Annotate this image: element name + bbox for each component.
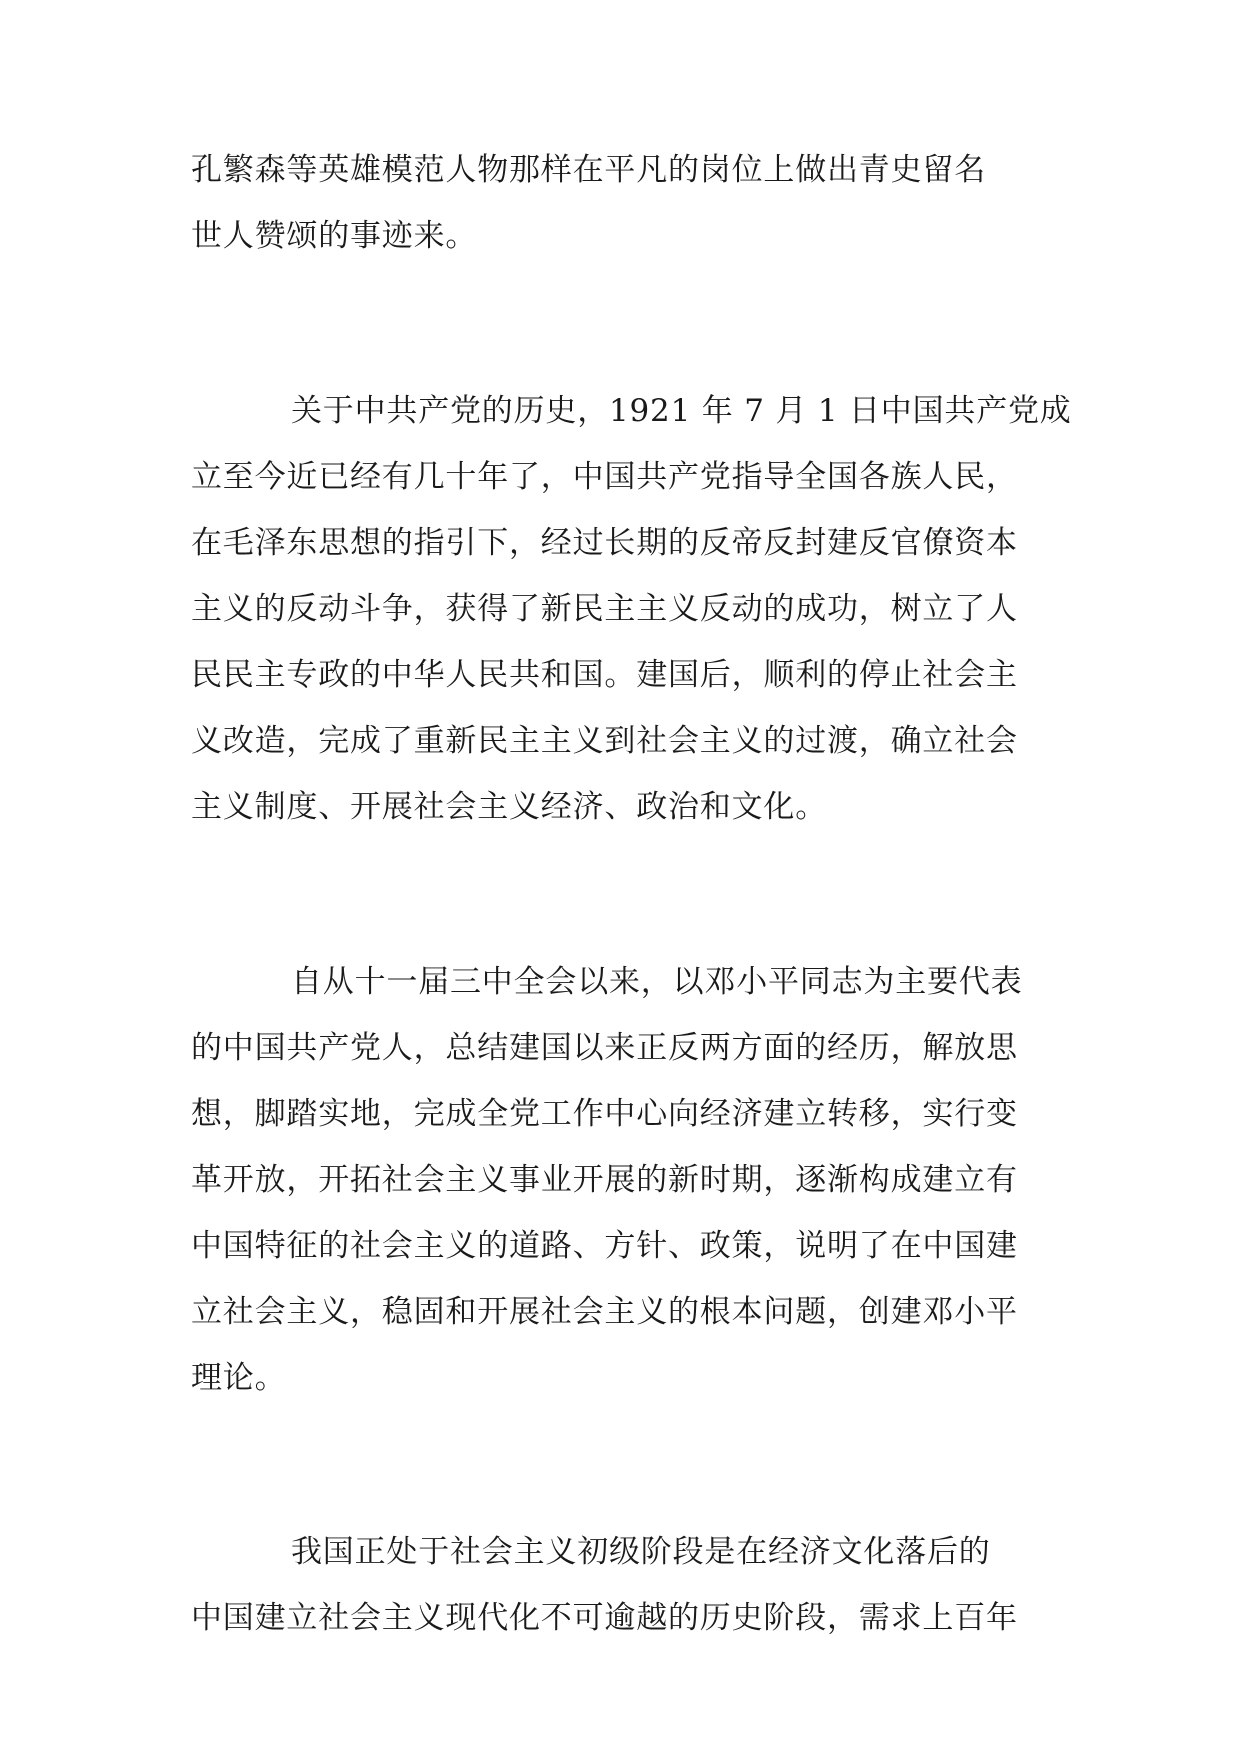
paragraph-3-line-5: 中国特征的社会主义的道路、方针、政策，说明了在中国建 (191, 1228, 1018, 1264)
paragraph-2-line-2: 立至今近已经有几十年了，中国共产党指导全国各族人民， (191, 459, 1018, 495)
paragraph-3-line-4: 革开放，开拓社会主义事业开展的新时期，逐渐构成建立有 (191, 1162, 1018, 1198)
paragraph-2-line-3: 在毛泽东思想的指引下，经过长期的反帝反封建反官僚资本 (191, 525, 1018, 561)
paragraph-4-line-1: 我国正处于社会主义初级阶段是在经济文化落后的 (291, 1534, 991, 1570)
paragraph-3-line-7: 理论。 (191, 1360, 287, 1396)
paragraph-1-line-2: 世人赞颂的事迹来。 (191, 218, 478, 254)
paragraph-2-line-7: 主义制度、开展社会主义经济、政治和文化。 (191, 789, 827, 825)
paragraph-2-line-6: 义改造，完成了重新民主主义到社会主义的过渡，确立社会 (191, 723, 1018, 759)
paragraph-3-line-2: 的中国共产党人，总结建国以来正反两方面的经历，解放思 (191, 1030, 1018, 1066)
paragraph-2-line-4: 主义的反动斗争，获得了新民主主义反动的成功，树立了人 (191, 591, 1018, 627)
paragraph-1-line-1: 孔繁森等英雄模范人物那样在平凡的岗位上做出青史留名 (191, 152, 986, 188)
paragraph-2-line-5: 民民主专政的中华人民共和国。建国后，顺利的停止社会主 (191, 657, 1018, 693)
paragraph-3-line-3: 想，脚踏实地，完成全党工作中心向经济建立转移，实行变 (191, 1096, 1018, 1132)
paragraph-2-line-1: 关于中共产党的历史，1921 年 7 月 1 日中国共产党成 (291, 393, 1072, 429)
paragraph-3-line-6: 立社会主义，稳固和开展社会主义的根本问题，创建邓小平 (191, 1294, 1018, 1330)
paragraph-4-line-2: 中国建立社会主义现代化不可逾越的历史阶段，需求上百年 (191, 1600, 1018, 1636)
paragraph-3-line-1: 自从十一届三中全会以来，以邓小平同志为主要代表 (291, 964, 1023, 1000)
